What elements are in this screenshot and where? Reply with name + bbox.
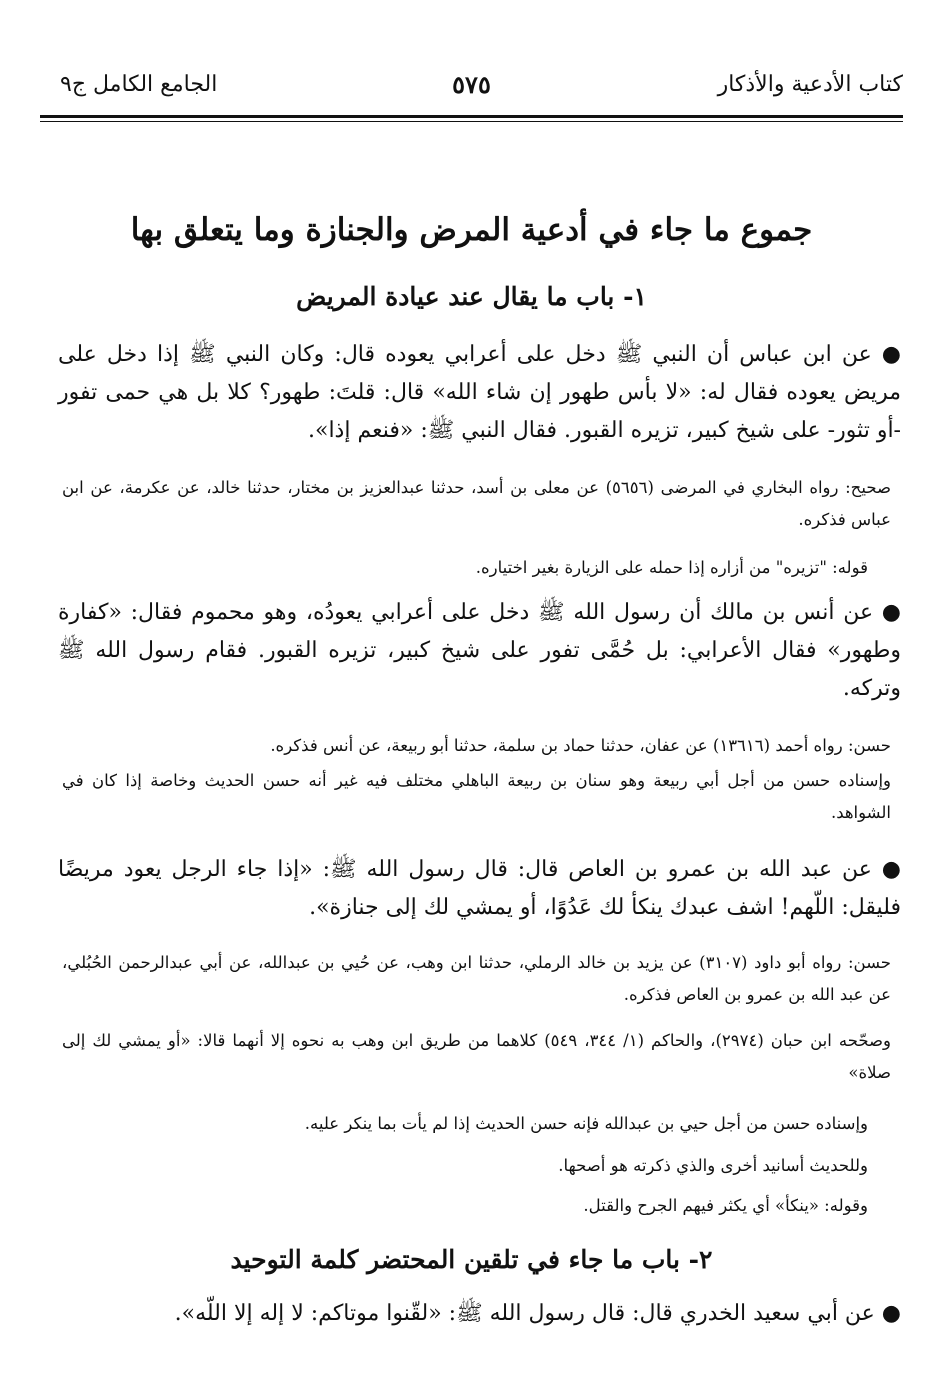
section-title-1: ١- باب ما يقال عند عيادة المريض (296, 282, 647, 311)
chapter-title: جموع ما جاء في أدعية المرض والجنازة وما يتعلق بها (130, 212, 813, 248)
takhrij-3: حسن: رواه أبو داود (٣١٠٧) عن يزيد بن خالد الرملي، حدثنا ابن وهب، عن حُيي بن عبدالله، عن أبي عبدالرحمن الحُبُلي، عن عبد الله بن عمرو بن العاص فذكره. (62, 953, 891, 1004)
volume-title: الجامع الكامل ج٩ (60, 72, 218, 97)
comment-1: قوله: "تزيره" من أزاره إذا حمله على الزيارة بغير اختياره. (475, 558, 868, 577)
hadith-3: ● عن عبد الله بن عمرو بن العاص قال: قال رسول الله ﷺ: «إذا جاء الرجل يعود مريضًا فليقل: اللّهم! اشف عبدك ينكأ لك عَدُوًا، أو يمشي لك إلى جنازة». (58, 857, 901, 920)
page-number: ٥٧٥ (452, 70, 491, 99)
comment-3c: وللحديث أسانيد أخرى والذي ذكرته هو أصحها. (558, 1156, 868, 1175)
comment-2: وإسناده حسن من أجل أبي ربيعة وهو سنان بن ربيعة الباهلي مختلف فيه غير أنه حسن الحديث وخاصة إذا كان في الشواهد. (62, 771, 891, 822)
hadith-1: ● عن ابن عباس أن النبي ﷺ دخل على أعرابي يعوده قال: وكان النبي ﷺ إذا دخل على مريض يعوده فقال له: «لا بأس طهور إن شاء الله» قال: قلتَ: طهور؟ كلا بل هي حمى تفور -أو تثور- على شيخ كبير، تزيره القبور. فقال النبي ﷺ: «فنعم إذا». (58, 342, 901, 443)
comment-3a: وصحّحه ابن حبان (٢٩٧٤)، والحاكم (١/ ٣٤٤، ٥٤٩) كلاهما من طريق ابن وهب به نحوه إلا أنهما قالا: «أو يمشي لك إلى صلاة» (62, 1031, 891, 1082)
section-title-2: ٢- باب ما جاء في تلقين المحتضر كلمة التوحيد (230, 1245, 713, 1274)
running-title: كتاب الأدعية والأذكار (717, 72, 903, 97)
comment-3b: وإسناده حسن من أجل حيي بن عبدالله فإنه حسن الحديث إذا لم يأت بما ينكر عليه. (304, 1114, 868, 1133)
comment-3d: وقوله: «ينكأ» أي يكثر فيهم الجرح والقتل. (583, 1196, 868, 1215)
takhrij-2: حسن: رواه أحمد (١٣٦١٦) عن عفان، حدثنا حماد بن سلمة، حدثنا أبو ربيعة، عن أنس فذكره. (270, 736, 891, 755)
hadith-2: ● عن أنس بن مالك أن رسول الله ﷺ دخل على أعرابي يعودُه، وهو محموم فقال: «كفارة وطهور» فقال الأعرابي: بل حُمَّى تفور على شيخ كبير، تزيره القبور. فقام رسول الله ﷺ وتركه. (58, 600, 901, 701)
takhrij-1: صحيح: رواه البخاري في المرضى (٥٦٥٦) عن معلى بن أسد، حدثنا عبدالعزيز بن مختار، حدثنا خالد، عن عكرمة، عن ابن عباس فذكره. (62, 478, 891, 529)
header-rule-thick (40, 115, 903, 118)
header-rule-thin (40, 121, 903, 122)
hadith-4: ● عن أبي سعيد الخدري قال: قال رسول الله ﷺ: «لقّنوا موتاكم: لا إله إلا اللّه». (174, 1301, 901, 1326)
